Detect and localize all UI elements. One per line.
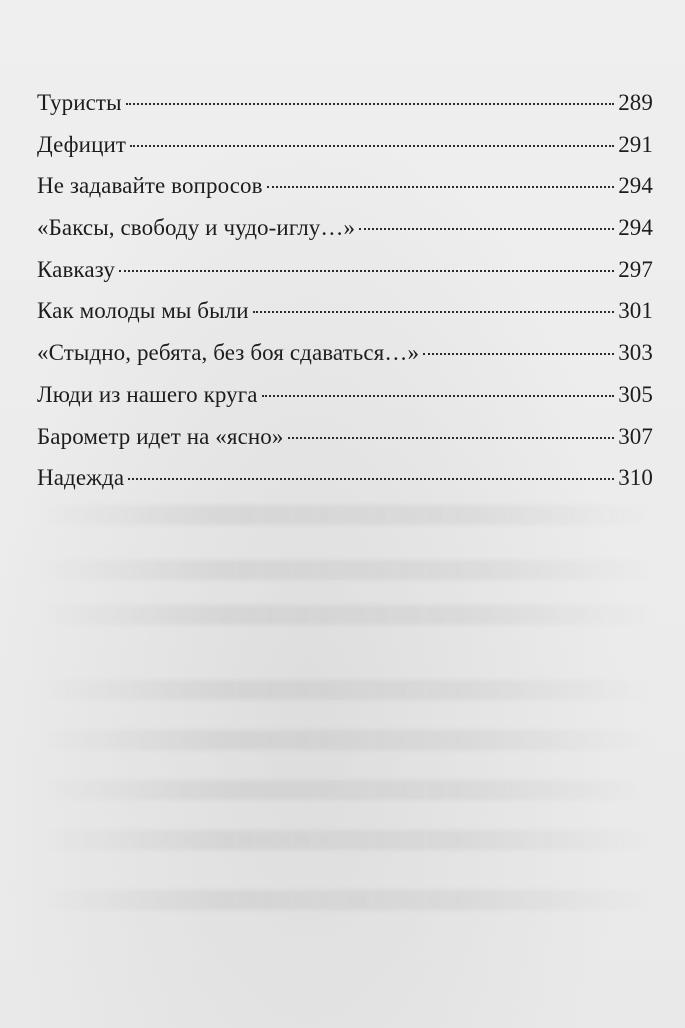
- dot-leader: [262, 395, 615, 397]
- toc-entry: [37, 340, 653, 382]
- toc-entry: [37, 90, 653, 132]
- show-through-text: [40, 560, 655, 580]
- show-through-text: [40, 680, 655, 700]
- toc-entry-page: 297: [618, 256, 653, 282]
- toc-entry: [37, 173, 653, 215]
- table-of-contents: [37, 90, 653, 507]
- toc-entry-title: Кавказу: [37, 256, 115, 282]
- show-through-text: [40, 830, 655, 850]
- show-through-text: [40, 730, 655, 750]
- dot-leader: [126, 103, 615, 105]
- toc-entry-title: Как молоды мы были: [37, 298, 249, 324]
- toc-entry-page: 291: [618, 131, 653, 157]
- toc-entry-page: 294: [618, 173, 653, 199]
- dot-leader: [267, 186, 615, 188]
- show-through-text: [40, 780, 655, 800]
- toc-entry-title: «Баксы, свободу и чудо-иглу…»: [37, 215, 356, 241]
- toc-entry: [37, 298, 653, 340]
- toc-entry-title: Дефицит: [37, 131, 127, 157]
- toc-entry-title: Барометр идет на «ясно»: [37, 423, 284, 449]
- toc-entry: [37, 257, 653, 299]
- toc-entry-title: Надежда: [37, 465, 125, 491]
- show-through-text: [40, 505, 655, 525]
- dot-leader: [128, 478, 614, 480]
- dot-leader: [119, 270, 614, 272]
- dot-leader: [359, 228, 614, 230]
- toc-entry: [37, 465, 653, 507]
- toc-entry-title: Не задавайте вопросов: [37, 173, 263, 199]
- toc-entry-title: Люди из нашего круга: [37, 381, 258, 407]
- toc-entry: [37, 382, 653, 424]
- toc-entry: [37, 132, 653, 174]
- dot-leader: [130, 145, 614, 147]
- toc-entry-page: 289: [618, 90, 653, 115]
- toc-entry-title: Туристы: [37, 90, 122, 115]
- dot-leader: [253, 311, 615, 313]
- toc-entry: [37, 424, 653, 466]
- toc-entry-page: 305: [618, 381, 653, 407]
- dot-leader: [423, 353, 614, 355]
- toc-entry-page: 303: [618, 340, 653, 366]
- toc-entry: [37, 215, 653, 257]
- toc-entry-page: 294: [618, 215, 653, 241]
- dot-leader: [288, 437, 615, 439]
- toc-entry-page: 301: [618, 298, 653, 324]
- show-through-text: [40, 890, 655, 910]
- toc-entry-page: 307: [618, 423, 653, 449]
- toc-entry-page: 310: [618, 465, 653, 491]
- toc-entry-title: «Стыдно, ребята, без боя сдаваться…»: [37, 340, 420, 366]
- show-through-text: [40, 605, 655, 625]
